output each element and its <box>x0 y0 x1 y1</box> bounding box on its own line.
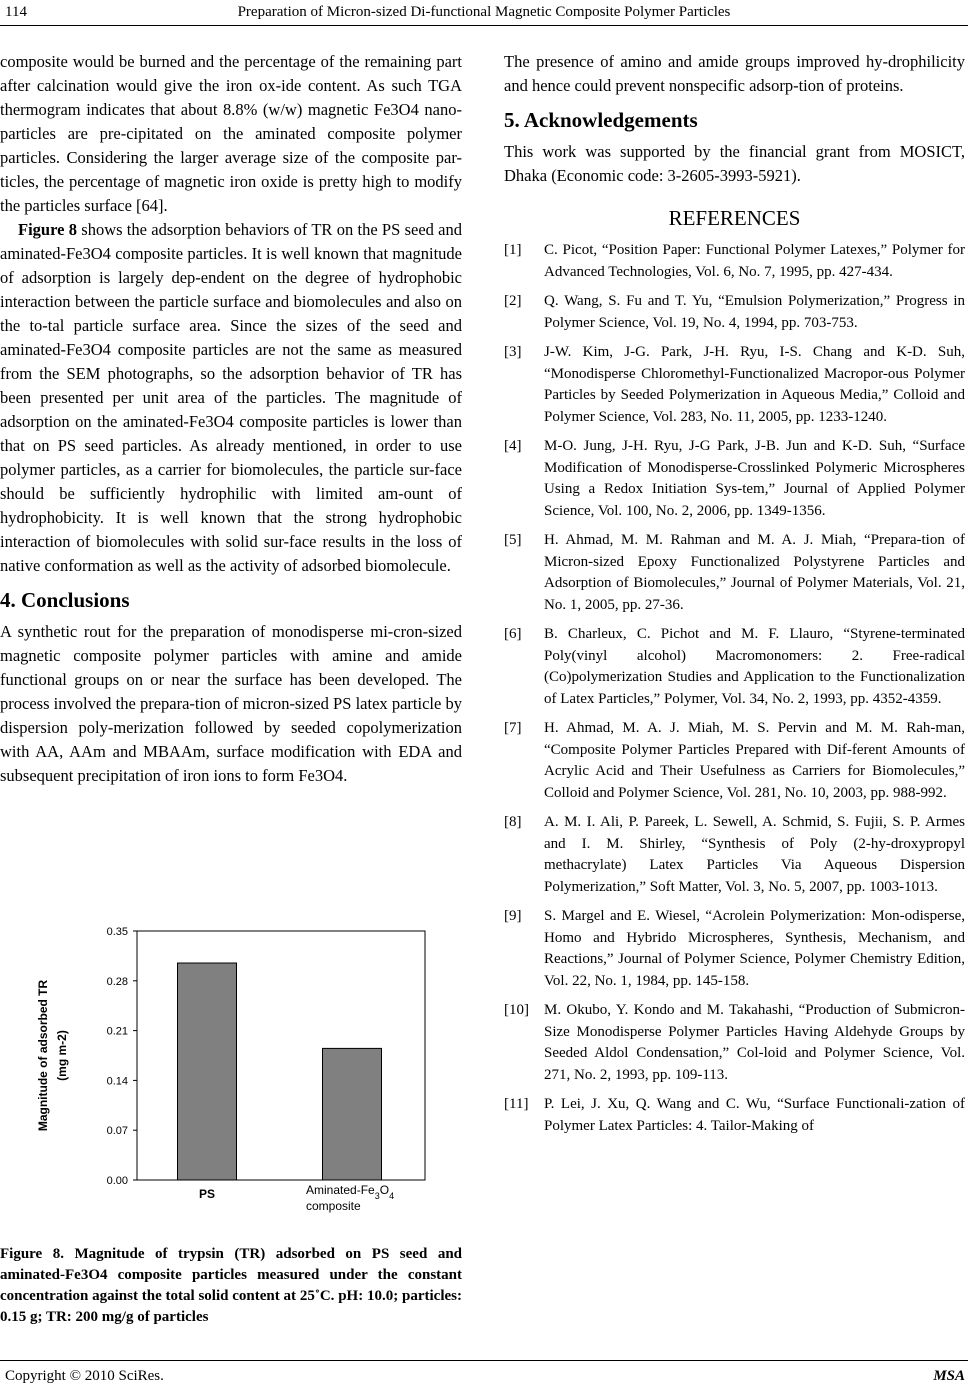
reference-number: [6] <box>504 626 522 642</box>
reference-item <box>504 436 965 522</box>
references-list <box>504 240 965 1137</box>
reference-number: [2] <box>504 293 522 309</box>
page-number: 114 <box>5 4 27 20</box>
figure-8-chart <box>0 918 462 1238</box>
y-axis-label: Magnitude of adsorbed TR <box>36 979 50 1132</box>
paragraph <box>0 218 462 578</box>
journal-abbrev: MSA <box>933 1368 965 1384</box>
y-tick-label: 0.07 <box>106 1125 128 1138</box>
figure-reference: Figure 8 <box>18 220 77 239</box>
footer-rule <box>0 1360 968 1361</box>
reference-item <box>504 240 965 283</box>
y-axis-unit-label: (mg m-2) <box>55 1030 69 1081</box>
header-rule <box>0 25 968 26</box>
running-title: Preparation of Micron-sized Di-functional Magnetic Composite Polymer Particles <box>237 4 731 20</box>
x-tick-label: PS <box>198 1187 216 1201</box>
bar <box>178 963 237 1180</box>
y-tick-label: 0.14 <box>106 1075 128 1088</box>
reference-text: S. Margel and E. Wiesel, “Acrolein Polymerization: Mon-odisperse, Homo and Hybrido Microspheres, Synthesis, Mechanism, and Reactions,” Journal of Polymer Science, Polymer Chemistry Edition, Vol. 22, No. 1, 1984, pp. 145-158. <box>544 908 965 989</box>
x-tick-label: Aminated-$Fe_3O_4$ <box>306 1183 395 1201</box>
paragraph: composite would be burned and the percentage of the remaining part after calcination would give the iron ox-ide content. As such TGA thermogram indicates that about 8.8% (w/w) magnetic Fe3O4 nano-particles are pre-cipitated on the aminated composite polymer particles. Considering the larger average size of the composite par-ticles, the percentage of magnetic iron oxide is pretty high to modify the particles surface [64]. <box>0 52 462 215</box>
reference-item <box>504 530 965 616</box>
reference-text: M-O. Jung, J-H. Ryu, J-G Park, J-B. Jun and K-D. Suh, “Surface Modification of Monodisperse-Crosslinked Polymeric Microspheres Using a Redox Initiation Sys-tem,” Journal of Applied Polymer Science, Vol. 100, No. 2, 2006, pp. 1349-1356. <box>544 438 965 519</box>
bar <box>323 1048 382 1180</box>
reference-number: [5] <box>504 532 522 548</box>
reference-text: A. M. I. Ali, P. Pareek, L. Sewell, A. Schmid, S. Fujii, S. P. Armes and I. M. Shirley, “Synthesis of Poly (2-hy-droxypropyl methacrylate) Latex Particles Via Aqueous Dispersion Polymerization,” Soft Matter, Vol. 3, No. 5, 2007, pp. 1003-1013. <box>544 814 965 895</box>
reference-item <box>504 718 965 804</box>
reference-item <box>504 1000 965 1086</box>
y-tick-label: 0.35 <box>106 926 128 938</box>
reference-item <box>504 1094 965 1137</box>
y-tick-label: 0.21 <box>106 1025 128 1038</box>
paragraph: This work was supported by the financial grant from MOSICT, Dhaka (Economic code: 3-2605-3993-5921). <box>504 142 965 185</box>
paragraph-text: shows the adsorption behaviors of TR on the PS seed and aminated-Fe3O4 composite particles. It is well known that magnitude of adsorption is largely dep-endent on the degree of hydrophobic interaction between the particle surface and biomolecules and also on the to-tal particle surface area. Since the sizes of the seed and aminated-Fe3O4 composite particles are not the same as measured from the SEM photographs, so the adsorption behavior of TR has been presented per unit area of the particles. The magnitude of adsorption on the aminated-Fe3O4 composite particles is lower than that on PS seed particles. As already mentioned, in order to use polymer particles, as a carrier for biomolecules, the particle sur-face should be sufficiently hydrophilic with limited am-ount of hydrophobicity. It is well known that the strong hydrophobic interaction of biomolecules with solid sur-face results in the loss of native conformation as well as the activity of adsorbed biomolecule. <box>0 220 462 575</box>
reference-text: J-W. Kim, J-G. Park, J-H. Ryu, I-S. Chang and K-D. Suh, “Monodisperse Chloromethyl-Functionalized Macropor-ous Polymer Particles by Seeded Polymerization in Aqueous Media,” Colloid and Polymer Science, Vol. 283, No. 11, 2005, pp. 1233-1240. <box>544 344 965 425</box>
reference-number: [4] <box>504 438 522 454</box>
page-header <box>0 0 968 26</box>
section-heading-acknowledgements: 5. Acknowledgements <box>504 108 698 132</box>
y-tick-label: 0.28 <box>106 975 128 988</box>
reference-text: Q. Wang, S. Fu and T. Yu, “Emulsion Polymerization,” Progress in Polymer Science, Vol. 19, No. 4, 1994, pp. 703-753. <box>544 293 965 331</box>
reference-number: [3] <box>504 344 522 360</box>
right-column <box>504 50 965 1145</box>
figure-caption: Figure 8. Magnitude of trypsin (TR) adsorbed on PS seed and aminated-Fe3O4 composite particles measured under the constant concentration against the total solid content at 25˚C. pH: 10.0; particles: 0.15 g; TR: 200 mg/g of particles <box>0 1246 462 1325</box>
reference-item <box>504 291 965 334</box>
reference-text: H. Ahmad, M. M. Rahman and M. A. J. Miah, “Prepara-tion of Micron-sized Epoxy Functionalized Polystyrene Particles and Adsorption of Biomolecules,” Journal of Polymer Materials, Vol. 21, No. 1, 2005, pp. 27-36. <box>544 532 965 613</box>
reference-number: [9] <box>504 908 522 924</box>
reference-number: [7] <box>504 720 522 736</box>
left-column <box>0 50 462 788</box>
reference-number: [10] <box>504 1002 529 1018</box>
reference-text: B. Charleux, C. Pichot and M. F. Llauro, “Styrene-terminated Poly(vinyl alcohol) Macromonomers: 2. Free-radical (Co)polymerization Studies and Application to the Functionalization of Latex Particles,” Polymer, Vol. 34, No. 2, 1993, pp. 4352-4359. <box>544 626 965 707</box>
reference-item <box>504 812 965 898</box>
section-heading-conclusions: 4. Conclusions <box>0 588 130 612</box>
reference-text: P. Lei, J. Xu, Q. Wang and C. Wu, “Surface Functionali-zation of Polymer Latex Particles: 4. Tailor-Making of <box>544 1096 965 1134</box>
references-heading: REFERENCES <box>668 206 801 230</box>
copyright: Copyright © 2010 SciRes. <box>5 1368 164 1384</box>
reference-item <box>504 906 965 992</box>
reference-text: H. Ahmad, M. A. J. Miah, M. S. Pervin and M. M. Rah-man, “Composite Polymer Particles Prepared with Dif-ferent Amounts of Acrylic Acid and Their Usefulness as Carriers for Biomolecules,” Colloid and Polymer Science, Vol. 281, No. 10, 2003, pp. 988-992. <box>544 720 965 801</box>
paragraph: A synthetic rout for the preparation of monodisperse mi-cron-sized magnetic composite polymer particles with amine and amide functional groups on or near the surface has been developed. The process involved the prepara-tion of micron-sized PS latex particle by dispersion poly-merization followed by seeded copolymerization with AA, AAm and MBAAm, surface modification with EDA and subsequent precipitation of iron ions to form Fe3O4. <box>0 622 462 785</box>
paragraph: The presence of amino and amide groups improved hy-drophilicity and hence could prevent nonspecific adsorp-tion of proteins. <box>504 52 965 95</box>
x-tick-label: composite <box>306 1199 361 1213</box>
page-footer <box>0 1360 968 1386</box>
reference-number: [11] <box>504 1096 529 1112</box>
reference-text: M. Okubo, Y. Kondo and M. Takahashi, “Production of Submicron-Size Monodisperse Polymer Particles Having Aldehyde Groups by Seeded Aldol Condensation,” Col-loid and Polymer Science, Vol. 271, No. 2, 1993, pp. 109-113. <box>544 1002 965 1083</box>
reference-item <box>504 342 965 428</box>
y-tick-label: 0.00 <box>106 1175 128 1187</box>
reference-number: [1] <box>504 242 522 258</box>
reference-item <box>504 624 965 710</box>
reference-text: C. Picot, “Position Paper: Functional Polymer Latexes,” Polymer for Advanced Technologies, Vol. 6, No. 7, 1995, pp. 427-434. <box>544 242 965 280</box>
reference-number: [8] <box>504 814 522 830</box>
bar-chart <box>0 918 462 1238</box>
